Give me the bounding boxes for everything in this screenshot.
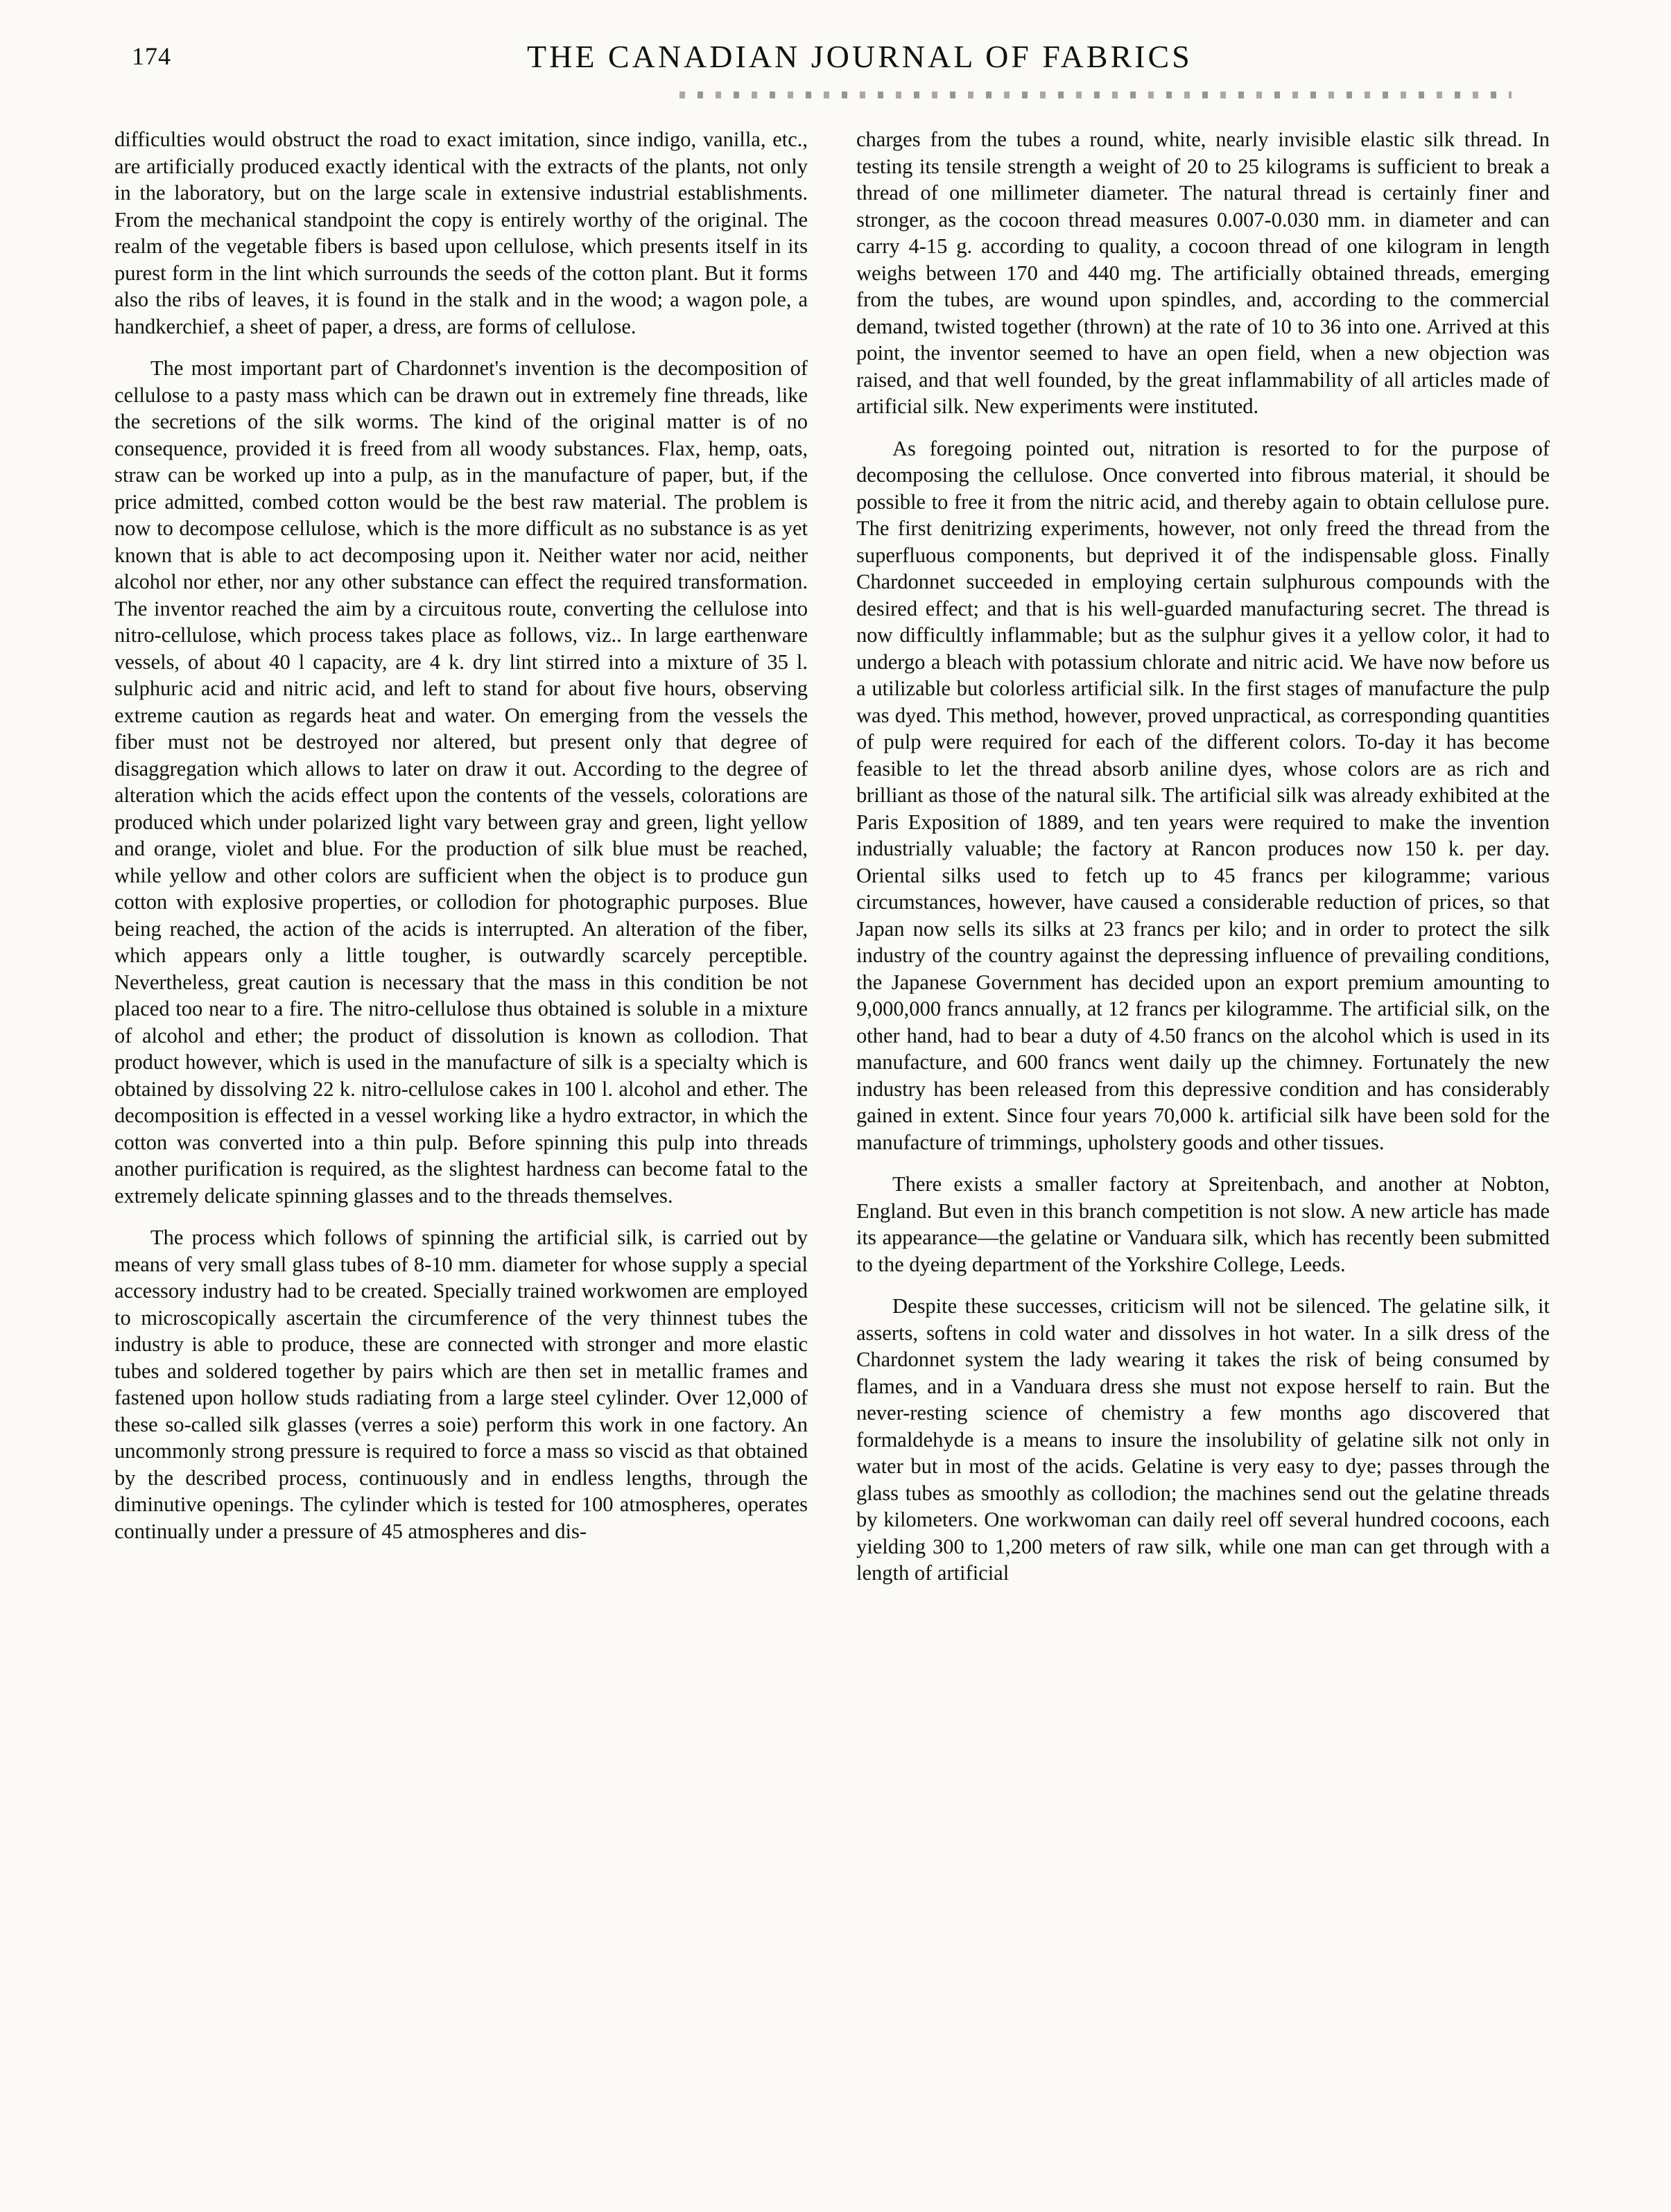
journal-title: THE CANADIAN JOURNAL OF FABRICS (527, 39, 1193, 74)
header-rule (679, 92, 1512, 98)
page-number: 174 (132, 42, 171, 70)
paragraph: The process which follows of spinning the artificial silk, is carried out by means of very small glass tubes of 8-10 mm. diameter for whose supply a special accessory industry had to be created. Specially trained workwomen are employed to microscopically ascertain the circumference of the very thinnest tubes the industry is able to produce, these are connected with stronger and more elastic tubes and soldered together by pairs which are then set in metallic frames and fastened upon hollow studs radiating from a large steel cylinder. Over 12,000 of these so-called silk glasses (verres a soie) perform this work in one factory. An uncommonly strong pressure is required to force a mass so viscid as that obtained by the described process, continuously and in endless lengths, through the diminutive openings. The cylinder which is tested for 100 atmospheres, operates continually under a pressure of 45 atmospheres and dis- (114, 1226, 808, 1543)
paragraph: As foregoing pointed out, nitration is resorted to for the purpose of decomposing the cellulose. Once converted into fibrous material, it should be possible to free it from the nitric acid, and thereby again to obtain cellulose pure. The first denitrizing experiments, however, not only freed the thread from the superfluous components, but deprived it of the indispensable gloss. Finally Chardonnet succeeded in employing certain sulphurous compounds with the desired effect; and that is his well-guarded manufacturing secret. The thread is now difficultly inflammable; but as the sulphur gives it a yellow color, it had to undergo a bleach with potassium chlorate and nitric acid. We have now before us a utilizable but colorless artificial silk. In the first stages of manufacture the pulp was dyed. This method, however, proved unpractical, as corresponding quantities of pulp were required for each of the different colors. To-day it has become feasible to let the thread absorb aniline dyes, whose colors are as rich and brilliant as those of the natural silk. The artificial silk was already exhibited at the Paris Exposition of 1889, and ten years were required to make the invention industrially valuable; the factory at Rancon produces now 150 k. per day. Oriental silks used to fetch up to 45 francs per kilogramme; various circumstances, however, have caused a considerable reduction of prices, so that Japan now sells its silks at 23 francs per kilo; and in order to protect the silk industry of the country against the depressing influence of prevailing conditions, the Japanese Government has decided upon an export premium amounting to 9,000,000 francs annually, at 12 francs per kilogramme. The artificial silk, on the other hand, had to bear a duty of 4.50 francs on the alcohol which is used in its manufacture, and 600 francs went daily up the chimney. Fortunately the new industry has been released from this depressive condition and has considerably gained in extent. Since four years 70,000 k. artificial silk have been sold for the manufacture of trimmings, upholstery goods and other tissues. (856, 436, 1550, 1154)
left-column (114, 126, 808, 1560)
right-column (856, 126, 1550, 1602)
paragraph: difficulties would obstruct the road to exact imitation, since indigo, vanilla, etc., are artificially produced exactly identical with the extracts of the plants, not only in the laboratory, but on the large scale in extensive industrial establishments. From the mechanical standpoint the copy is entirely worthy of the original. The realm of the vegetable fibers is based upon cellulose, which presents itself in its purest form in the lint which surrounds the seeds of the cotton plant. But it forms also the ribs of leaves, it is found in the stalk and in the wood; a wagon pole, a handkerchief, a sheet of paper, a dress, are forms of cellulose. (114, 128, 808, 338)
paragraph: charges from the tubes a round, white, nearly invisible elastic silk thread. In testing its tensile strength a weight of 20 to 25 kilograms is sufficient to break a thread of one millimeter diameter. The natural thread is certainly finer and stronger, as the cocoon thread measures 0.007-0.030 mm. in diameter and can carry 4-15 g. according to quality, a cocoon thread of one kilogram in length weighs between 170 and 440 mg. The artificially obtained threads, emerging from the tubes, are wound upon spindles, and, according to the commercial demand, twisted together (thrown) at the rate of 10 to 36 into one. Arrived at this point, the inventor seemed to have an open field, when a new objection was raised, and that well founded, by the great inflammability of all articles made of artificial silk. New experiments were instituted. (856, 128, 1550, 418)
paragraph: There exists a smaller factory at Spreitenbach, and another at Nobton, England. But even in this branch competition is not slow. A new article has made its appearance—the gelatine or Vanduara silk, which has recently been submitted to the dyeing department of the Yorkshire College, Leeds. (856, 1172, 1550, 1276)
paragraph: The most important part of Chardonnet's invention is the decomposition of cellulose to a pasty mass which can be drawn out in extremely fine threads, like the secretions of the silk worms. The kind of the original matter is of no consequence, provided it is freed from all woody substances. Flax, hemp, oats, straw can be worked up into a pulp, as in the manufacture of paper, but, if the price admitted, combed cotton would be the best raw material. The problem is now to decompose cellulose, which is the more difficult as no substance is as yet known that is able to act decomposing upon it. Neither water nor acid, neither alcohol nor ether, nor any other substance can effect the required transformation. The inventor reached the aim by a circuitous route, converting the cellulose into nitro-cellulose, which process takes place as follows, viz.. In large earthenware vessels, of about 40 l capacity, are 4 k. dry lint stirred into a mixture of 35 l. sulphuric acid and nitric acid, and left to stand for about five hours, observing extreme caution as regards heat and water. On emerging from the vessels the fiber must not be destroyed nor altered, but present only that degree of disaggregation which allows to later on draw it out. According to the degree of alteration which the acids effect upon the contents of the vessels, colorations are produced which under polarized light vary between gray and green, light yellow and orange, violet and blue. For the production of silk blue must be reached, while yellow and other colors are sufficient when the object is to produce gun cotton with explosive properties, or collodion for photographic purposes. Blue being reached, the action of the acids is interrupted. An alteration of the fiber, which appears only a little tougher, is outwardly scarcely perceptible. Nevertheless, great caution is necessary that the mass in this condition be not placed too near to a fire. The nitro-cellulose thus obtained is soluble in a mixture of alcohol and ether; the product of dissolution is known as collodion. That product however, which is used in the manufacture of silk is a specialty which is obtained by dissolving 22 k. nitro-cellulose cakes in 100 l. alcohol and ether. The decomposition is effected in a vessel working like a hydro extractor, in which the cotton was converted into a thin pulp. Before spinning this pulp into threads another purification is required, as the slightest hardness can become fatal to the extremely delicate spinning glasses and to the threads themselves. (114, 356, 808, 1208)
paragraph: Despite these successes, criticism will not be silenced. The gelatine silk, it asserts, softens in cold water and dissolves in hot water. In a silk dress of the Chardonnet system the lady wearing it takes the risk of being consumed by flames, and in a Vanduara dress she must not expose herself to rain. But the never-resting science of chemistry a few months ago discovered that formaldehyde is a means to insure the insolubility of gelatine silk not only in water but in most of the acids. Gelatine is very easy to dye; passes through the glass tubes as smoothly as collodion; the machines send out the gelatine threads by kilometers. One workwoman can daily reel off several hundred cocoons, each yielding 300 to 1,200 meters of raw silk, while one man can get through with a length of artificial (856, 1294, 1550, 1585)
